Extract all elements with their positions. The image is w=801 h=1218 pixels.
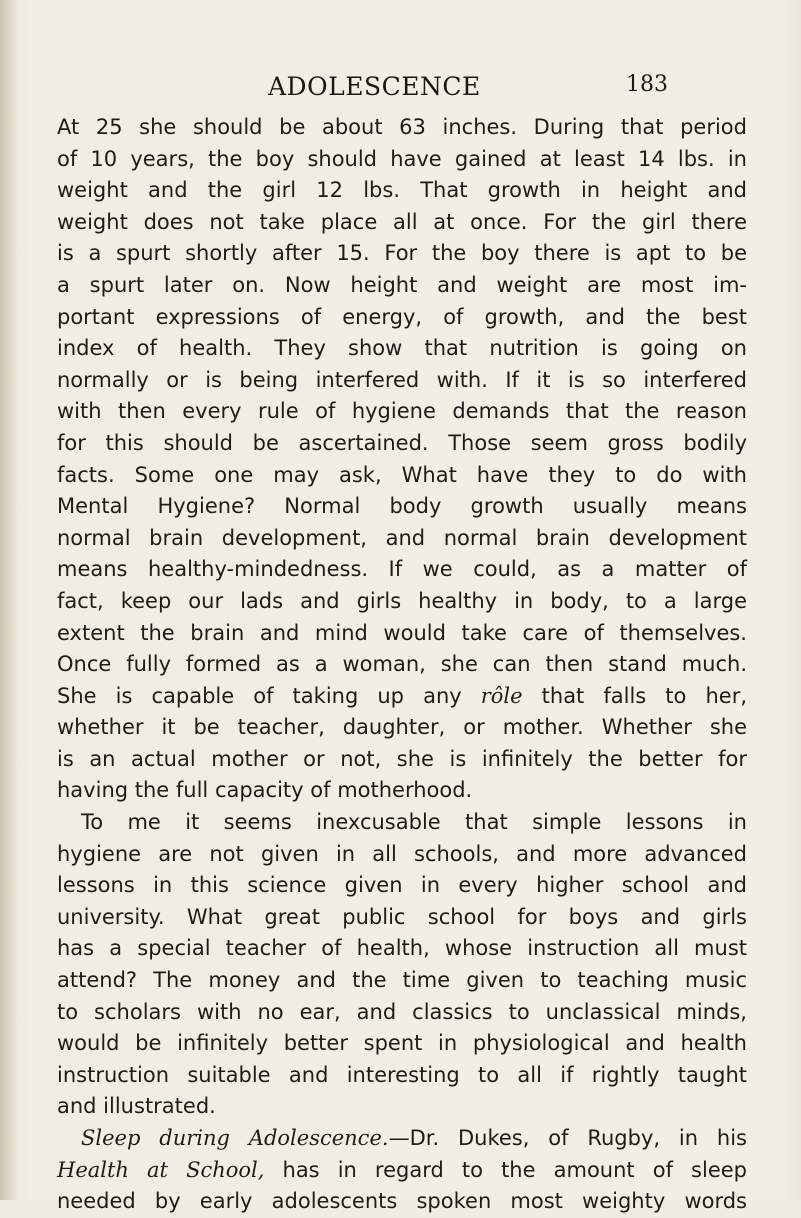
text-line: has a special teacher of health, whose instruction all must [57,936,747,961]
text-line: At 25 she should be about 63 inches. During that period [57,115,747,139]
text-line: Mental Hygiene? Normal body growth usually means [57,494,747,519]
text-line: attend? The money and the time given to teaching music [57,968,747,993]
text-line: portant expressions of energy, of growth, and the best [57,304,747,329]
text-line: facts. Some one may ask, What have they to do with [57,462,747,487]
text-line: a spurt later on. Now height and weight are most im- [57,272,747,297]
italic-role: rôle [480,683,523,708]
text-line: To me it seems inexcusable that simple lessons in [81,810,747,835]
text-line: fact, keep our lads and girls healthy in body, to a large [57,588,747,613]
binding-shadow [0,0,18,1200]
text-line: to scholars with no ear, and classics to unclassical minds, [57,999,747,1024]
text-line: is an actual mother or not, she is infinitely the better for [57,746,747,771]
text-line: means healthy-mindedness. If we could, as a matter of [57,557,747,582]
text-line: of 10 years, the boy should have gained at least 14 lbs. in [57,146,747,171]
text-line: index of health. They show that nutrition is going on [57,336,747,361]
text-line: needed by early adolescents spoken most weighty words [57,1189,747,1214]
text-line: whether it be teacher, daughter, or mother. Whether she [57,715,747,740]
text-line: weight and the girl 12 lbs. That growth in height and [57,178,747,203]
section-heading-line: Sleep during Adolescence.—Dr. Dukes, of Rugby, in his [81,1126,748,1150]
text-line: lessons in this science given in every higher school and [57,873,747,898]
text-line: weight does not take place all at once. For the girl there [57,209,747,234]
text-line: and illustrated. [57,1094,216,1119]
text-line: extent the brain and mind would take care of themselves. [57,620,747,645]
italic-book-title: Health at School, [57,1157,265,1182]
text-line: with then every rule of hygiene demands that the reason [57,399,747,424]
text-line: She is capable of taking up any rôle that falls to her, [57,683,747,708]
text-line: is a spurt shortly after 15. For the boy there is apt to be [57,241,747,266]
text-line: for this should be ascertained. Those seem gross bodily [57,430,747,455]
text-line: university. What great public school for boys and girls [57,904,747,929]
text-line: having the full capacity of motherhood. [57,778,473,803]
running-head [0,64,801,104]
running-title: ADOLESCENCE [268,72,481,101]
text-line: normally or is being interfered with. If it is so interfered [57,367,747,392]
body-text [57,112,747,1218]
italic-heading: Sleep during Adolescence. [81,1126,389,1150]
text-line: normal brain development, and normal brain development [57,525,747,550]
text-line: hygiene are not given in all schools, and more advanced [57,841,747,866]
text-line: Once fully formed as a woman, she can then stand much. [57,652,747,677]
text-line: would be infinitely better spent in physiological and health [57,1031,747,1056]
text-line: instruction suitable and interesting to all if rightly taught [57,1062,747,1087]
text-line: Health at School, has in regard to the amount of sleep [57,1157,747,1182]
page-number: 183 [626,72,668,97]
